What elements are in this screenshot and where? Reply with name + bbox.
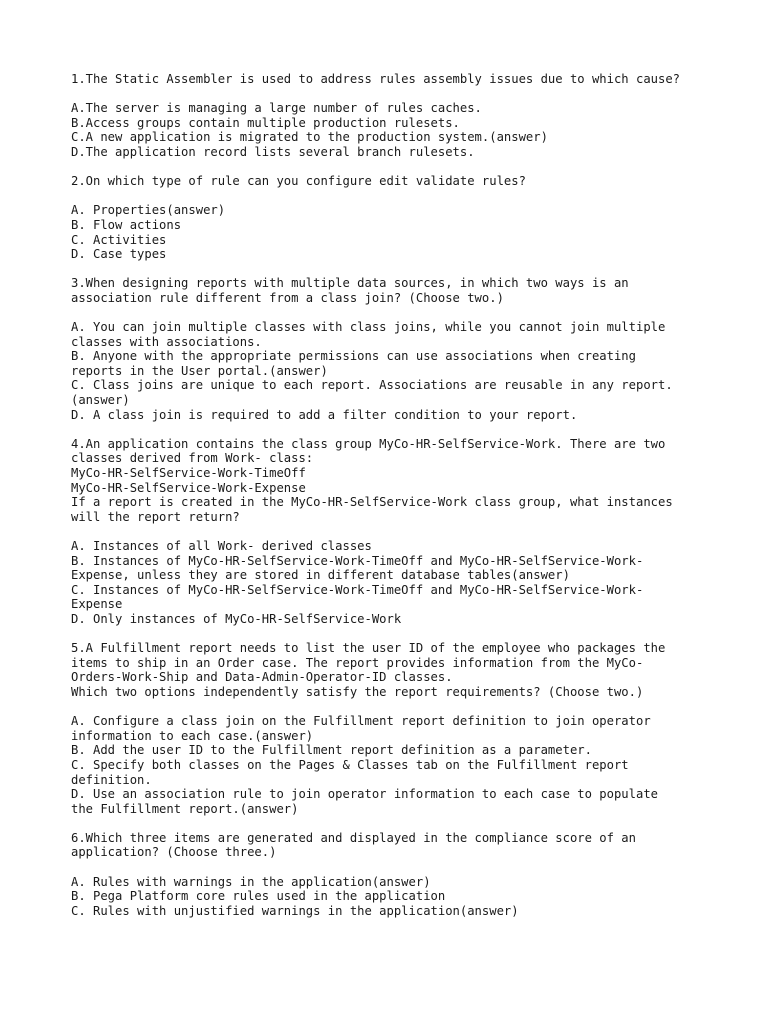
question-2-options: [71, 203, 711, 261]
option-line: D. Case types: [71, 247, 167, 262]
question-5-options: [71, 714, 711, 816]
option-line: D.The application record lists several branch rulesets.: [71, 144, 475, 159]
option-line: Expense, unless they are stored in different database tables(answer): [71, 568, 570, 583]
option-line: A. Instances of all Work- derived classes: [71, 539, 372, 553]
option-line: C. Specify both classes on the Pages & Classes tab on the Fulfillment report: [71, 757, 629, 772]
option-line: D. Use an association rule to join operator information to each case to populate: [71, 787, 658, 802]
question-1: [71, 72, 711, 87]
option-line: classes with associations.: [71, 334, 262, 349]
question-text: items to ship in an Order case. The report provides information from the MyCo-: [71, 655, 644, 670]
option-line: A. Rules with warnings in the application(answer): [71, 874, 431, 889]
option-line: information to each case.(answer): [71, 728, 314, 743]
question-text: MyCo-HR-SelfService-Work-Expense: [71, 480, 306, 495]
question-text: 4.An application contains the class group MyCo-HR-SelfService-Work. There are two: [71, 436, 666, 451]
option-line: C. Activities: [71, 232, 167, 247]
option-line: definition.: [71, 772, 152, 787]
option-line: D. Only instances of MyCo-HR-SelfService-Work: [71, 611, 402, 626]
question-text: 5.A Fulfillment report needs to list the user ID of the employee who packages the: [71, 641, 666, 656]
question-text: 6.Which three items are generated and displayed in the compliance score of an: [71, 830, 636, 845]
option-line: C. Class joins are unique to each report. Associations are reusable in any report.: [71, 378, 673, 393]
option-line: C. Rules with unjustified warnings in the application(answer): [71, 903, 519, 918]
question-6: [71, 831, 711, 860]
option-line: C.A new application is migrated to the production system.(answer): [71, 130, 548, 145]
question-1-options: [71, 101, 711, 159]
question-3-options: [71, 320, 711, 422]
option-line: A. Configure a class join on the Fulfillment report definition to join operator: [71, 714, 651, 729]
option-line: Expense: [71, 597, 123, 612]
option-line: A. You can join multiple classes with class joins, while you cannot join multiple: [71, 320, 666, 335]
question-3: [71, 276, 711, 305]
option-line: (answer): [71, 393, 130, 408]
option-line: C. Instances of MyCo-HR-SelfService-Work-TimeOff and MyCo-HR-SelfService-Work-: [71, 582, 644, 597]
question-text: classes derived from Work- class:: [71, 451, 314, 466]
option-line: D. A class join is required to add a filter condition to your report.: [71, 407, 578, 422]
option-line: B. Anyone with the appropriate permissions can use associations when creating: [71, 349, 636, 364]
option-line: B. Pega Platform core rules used in the application: [71, 889, 446, 904]
question-text: 1.The Static Assembler is used to address rules assembly issues due to which cause?: [71, 72, 681, 86]
option-line: A. Properties(answer): [71, 203, 226, 218]
question-text: 3.When designing reports with multiple data sources, in which two ways is an: [71, 276, 629, 291]
option-line: B. Flow actions: [71, 217, 182, 232]
question-text: MyCo-HR-SelfService-Work-TimeOff: [71, 466, 306, 481]
question-text: Orders-Work-Ship and Data-Admin-Operator-ID classes.: [71, 670, 453, 685]
question-4: [71, 437, 711, 525]
question-5: [71, 641, 711, 699]
document-page: [71, 72, 711, 933]
option-line: B. Instances of MyCo-HR-SelfService-Work-TimeOff and MyCo-HR-SelfService-Work-: [71, 553, 644, 568]
option-line: reports in the User portal.(answer): [71, 363, 328, 378]
option-line: A.The server is managing a large number of rules caches.: [71, 101, 482, 116]
option-line: B. Add the user ID to the Fulfillment report definition as a parameter.: [71, 743, 592, 758]
question-4-options: [71, 539, 711, 627]
question-text: application? (Choose three.): [71, 845, 277, 860]
question-text: 2.On which type of rule can you configure edit validate rules?: [71, 174, 526, 189]
question-6-options: [71, 875, 711, 919]
question-text: Which two options independently satisfy the report requirements? (Choose two.): [71, 684, 644, 699]
question-text: If a report is created in the MyCo-HR-SelfService-Work class group, what instances: [71, 495, 673, 510]
option-line: B.Access groups contain multiple production rulesets.: [71, 115, 460, 130]
question-text: association rule different from a class join? (Choose two.): [71, 290, 504, 305]
question-text: will the report return?: [71, 509, 240, 524]
option-line: the Fulfillment report.(answer): [71, 801, 299, 816]
question-2: [71, 174, 711, 189]
